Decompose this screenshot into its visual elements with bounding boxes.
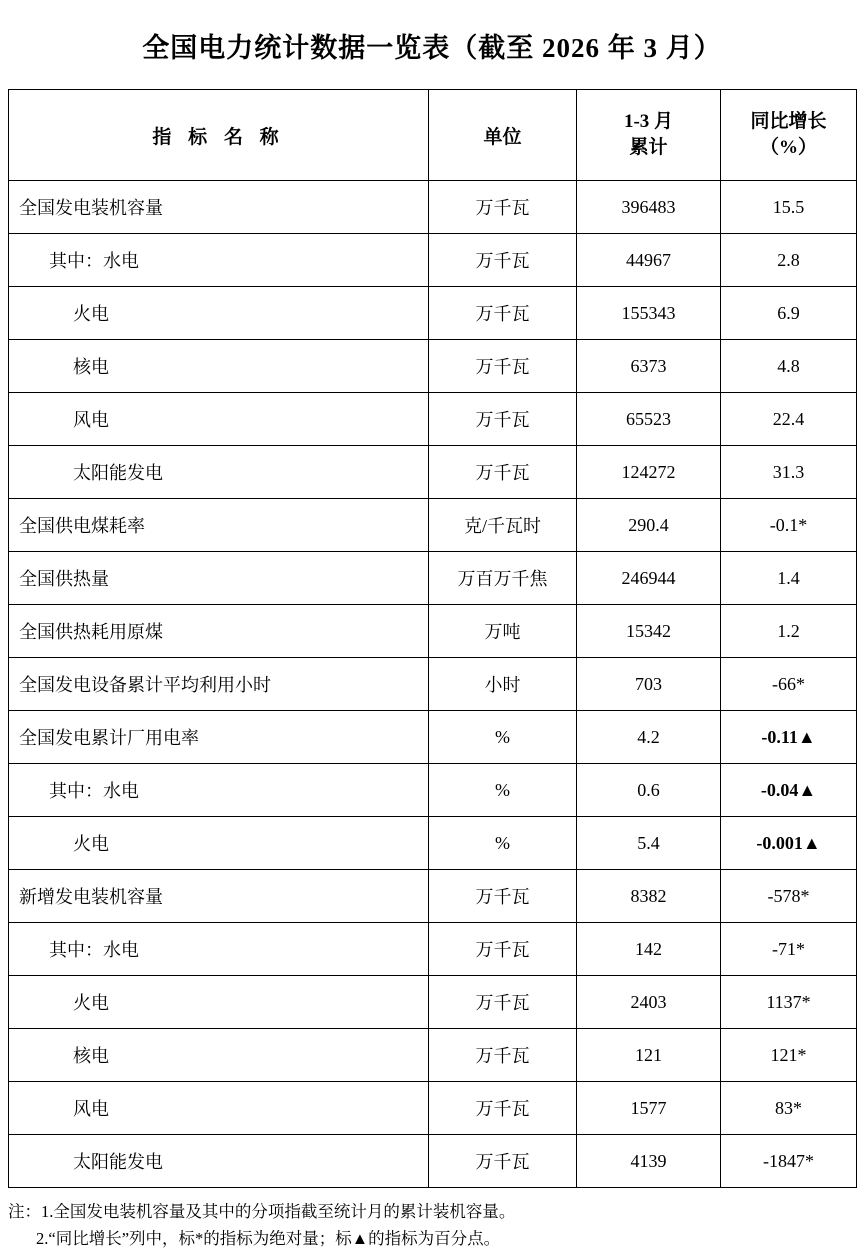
table-row [9,870,857,923]
cell-unit: 万千瓦 [429,870,577,923]
cell-indicator-name: 全国发电设备累计平均利用小时 [9,658,429,711]
cell-period-total: 65523 [577,393,721,446]
cell-indicator-name: 风电 [9,393,429,446]
table-row [9,764,857,817]
cell-unit: 万千瓦 [429,1029,577,1082]
cell-period-total: 0.6 [577,764,721,817]
column-header-period-line1: 1-3 月 [623,111,674,133]
table-row [9,499,857,552]
cell-yoy-growth: -0.11▲ [721,711,857,764]
cell-period-total: 5.4 [577,817,721,870]
cell-unit: % [429,817,577,870]
cell-indicator-name: 全国供电煤耗率 [9,499,429,552]
cell-indicator-name: 核电 [9,340,429,393]
table-row [9,817,857,870]
cell-indicator-name: 核电 [9,1029,429,1082]
table-row [9,1082,857,1135]
cell-indicator-name: 全国供热量 [9,552,429,605]
cell-yoy-growth: 2.8 [721,234,857,287]
table-body [9,181,857,1188]
cell-period-total: 290.4 [577,499,721,552]
table-header [9,90,857,181]
cell-indicator-name: 太阳能发电 [9,446,429,499]
cell-yoy-growth: 83* [721,1082,857,1135]
cell-indicator-name: 火电 [9,976,429,1029]
cell-period-total: 6373 [577,340,721,393]
cell-unit: 万千瓦 [429,181,577,234]
cell-period-total: 15342 [577,605,721,658]
cell-indicator-name: 火电 [9,817,429,870]
power-statistics-table [8,89,857,1188]
cell-period-total: 155343 [577,287,721,340]
cell-indicator-name: 其中：水电 [9,764,429,817]
column-header-unit: 单位 [429,90,577,181]
page-title: 全国电力统计数据一览表（截至 2026 年 3 月） [142,33,722,63]
cell-period-total: 44967 [577,234,721,287]
cell-unit: % [429,711,577,764]
table-notes [8,1198,856,1252]
cell-period-total: 121 [577,1029,721,1082]
cell-indicator-name: 新增发电装机容量 [9,870,429,923]
table-row [9,923,857,976]
table-row [9,234,857,287]
cell-yoy-growth: -66* [721,658,857,711]
cell-indicator-name: 火电 [9,287,429,340]
cell-indicator-name: 全国发电累计厂用电率 [9,711,429,764]
cell-yoy-growth: 15.5 [721,181,857,234]
cell-unit: 小时 [429,658,577,711]
cell-unit: 万千瓦 [429,923,577,976]
cell-unit: 万千瓦 [429,393,577,446]
table-row [9,287,857,340]
cell-unit: 万千瓦 [429,340,577,393]
column-header-indicator-name: 指 标 名 称 [9,90,429,181]
cell-unit: 克/千瓦时 [429,499,577,552]
table-row [9,658,857,711]
cell-yoy-growth: 121* [721,1029,857,1082]
cell-unit: 万千瓦 [429,234,577,287]
cell-unit: 万千瓦 [429,1135,577,1188]
cell-unit: 万吨 [429,605,577,658]
table-row [9,181,857,234]
cell-period-total: 8382 [577,870,721,923]
column-header-period-line2: 累计 [629,137,668,158]
column-header-growth-line1: 同比增长 [750,111,827,133]
cell-yoy-growth: -71* [721,923,857,976]
cell-unit: % [429,764,577,817]
column-header-yoy-growth [721,90,857,181]
column-header-growth-line2: （%） [759,137,817,158]
note-line-1: 注：1.全国发电装机容量及其中的分项指截至统计月的累计装机容量。 [8,1202,516,1221]
cell-yoy-growth: -0.001▲ [721,817,857,870]
cell-period-total: 703 [577,658,721,711]
cell-unit: 万千瓦 [429,287,577,340]
cell-yoy-growth: -0.1* [721,499,857,552]
cell-period-total: 1577 [577,1082,721,1135]
table-row [9,976,857,1029]
header-row [9,90,857,181]
table-row [9,1135,857,1188]
cell-yoy-growth: 1.2 [721,605,857,658]
cell-yoy-growth: -0.04▲ [721,764,857,817]
cell-period-total: 396483 [577,181,721,234]
cell-yoy-growth: 31.3 [721,446,857,499]
cell-yoy-growth: 1.4 [721,552,857,605]
table-row [9,340,857,393]
cell-indicator-name: 全国发电装机容量 [9,181,429,234]
cell-yoy-growth: 22.4 [721,393,857,446]
cell-unit: 万千瓦 [429,976,577,1029]
cell-period-total: 124272 [577,446,721,499]
cell-yoy-growth: -578* [721,870,857,923]
column-header-period-total [577,90,721,181]
cell-unit: 万千瓦 [429,446,577,499]
cell-period-total: 4139 [577,1135,721,1188]
cell-period-total: 4.2 [577,711,721,764]
cell-period-total: 2403 [577,976,721,1029]
cell-yoy-growth: 1137* [721,976,857,1029]
cell-yoy-growth: 6.9 [721,287,857,340]
cell-indicator-name: 太阳能发电 [9,1135,429,1188]
cell-period-total: 246944 [577,552,721,605]
table-row [9,605,857,658]
cell-unit: 万千瓦 [429,1082,577,1135]
cell-indicator-name: 其中：水电 [9,234,429,287]
cell-indicator-name: 其中：水电 [9,923,429,976]
cell-period-total: 142 [577,923,721,976]
cell-indicator-name: 全国供热耗用原煤 [9,605,429,658]
table-row [9,552,857,605]
cell-unit: 万百万千焦 [429,552,577,605]
table-row [9,1029,857,1082]
cell-indicator-name: 风电 [9,1082,429,1135]
table-row [9,393,857,446]
table-row [9,711,857,764]
table-row [9,446,857,499]
note-line-2: 2.“同比增长”列中，标*的指标为绝对量；标▲的指标为百分点。 [36,1229,501,1249]
cell-yoy-growth: -1847* [721,1135,857,1188]
cell-yoy-growth: 4.8 [721,340,857,393]
